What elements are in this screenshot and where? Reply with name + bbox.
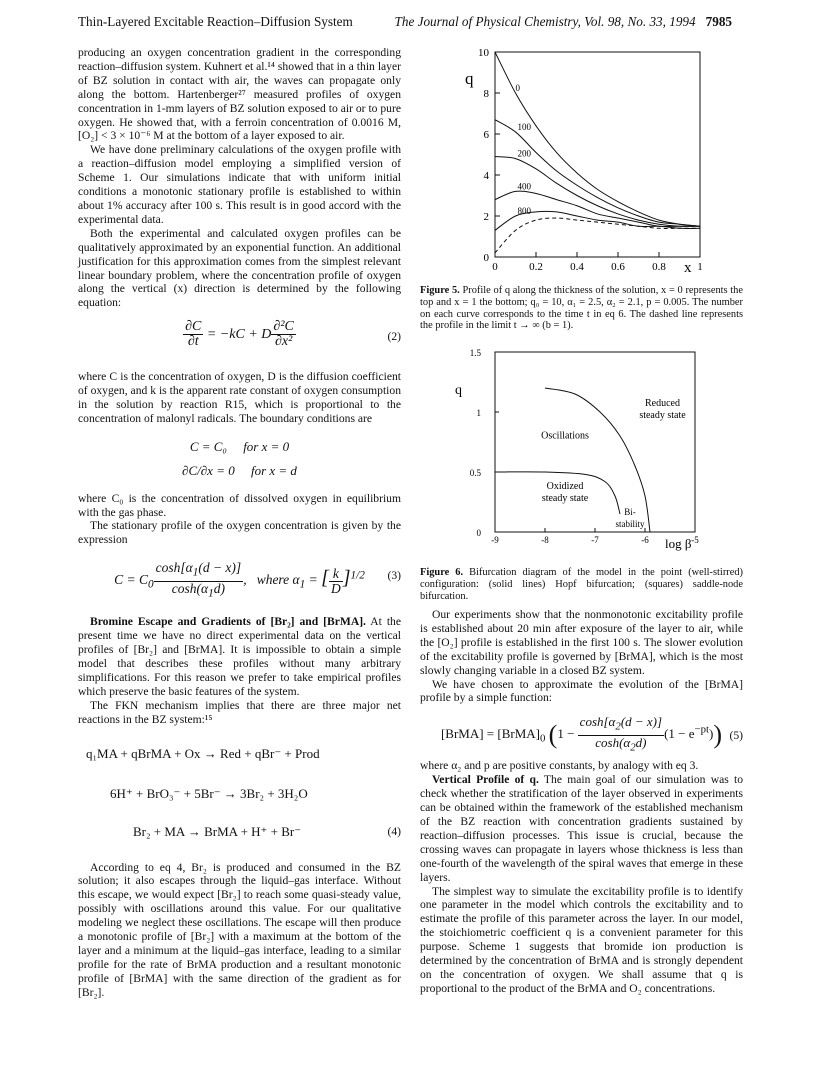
region-label-bistability: Bi- bbox=[624, 507, 636, 518]
reaction-scheme bbox=[78, 737, 401, 855]
region-label-oscillations: Oscillations bbox=[541, 430, 589, 442]
paragraph: According to eq 4, Br₂ is produced and consumed in the BZ solution; it also escapes through the liquid–gas interface. Without this escape, we would expect [Br₂] to reach some quasi-steady value, possibly with oscillations around this value. For our qualitative modeling we neglect these oscillations. The escape will then produce a monotonic profile of [Br₂] with a maximum at the bottom of the layer and a minimum at the liquid–gas interface, leading to a similar profile for the rate of BrMA production and a resultant monotonic profile of [BrMA] with the same direction of the gradient as for [Br₂]. bbox=[78, 860, 401, 999]
paragraph: The stationary profile of the oxygen concentration is given by the expression bbox=[78, 519, 401, 547]
figure-6-caption: Figure 6. Bifurcation diagram of the model in the point (well-stirred) configuration: (solid lines) Hopf bifurcation; (squares) saddle-node bifurcation. bbox=[420, 567, 744, 602]
x-tick-label: -8 bbox=[541, 535, 549, 545]
x-tick-label: 0.2 bbox=[529, 261, 543, 273]
equation-5: [BrMA] = $[BrMA]_0$ (1 − $\frac{\cosh[\alpha_2(d - x)]}{\cosh(\alpha_2d)}$ $(1 - e^{-pt})$) (5) bbox=[440, 714, 743, 754]
section-heading: Bromine Escape and Gradients of [Br₂] and [BrMA]. bbox=[90, 615, 366, 629]
paragraph: We have chosen to approximate the evolution of the [BrMA] profile by a simple function: bbox=[420, 677, 743, 705]
section-heading: Vertical Profile of q. bbox=[432, 773, 539, 787]
x-tick-label: 0.6 bbox=[611, 261, 625, 273]
region-label-oxidized: Oxidized bbox=[546, 480, 584, 492]
figure-5-caption: Figure 5. Profile of q along the thickness of the solution, x = 0 represents the top and x = 1 the bottom; q₀ = 10, α₁ = 2.5, α₂ = 2.1, p = 0.005. The number on each curve corresponds to the time t in eq 6. The dashed line represents the profile in the limit t → ∞ (b = 1). bbox=[420, 285, 743, 332]
equation-number: (2) bbox=[387, 330, 401, 344]
curve-label: 100 bbox=[517, 121, 531, 132]
reaction-1: q₁MA + qBrMA + Ox → Red + qBr⁻ + Prod bbox=[86, 745, 320, 761]
y-tick-label: 0 bbox=[476, 528, 481, 538]
x-tick-label: 0.8 bbox=[652, 261, 666, 273]
running-header-journal: The Journal of Physical Chemistry, Vol. 98, No. 33, 1994 7985 bbox=[394, 14, 732, 29]
x-axis-label: log β bbox=[665, 536, 692, 551]
figure-5-chart bbox=[440, 34, 740, 284]
region-label-oxidized: steady state bbox=[541, 492, 589, 504]
y-tick-label: 1.5 bbox=[469, 348, 481, 358]
y-tick-label: 4 bbox=[483, 170, 489, 182]
figure-6-chart bbox=[440, 342, 740, 562]
paragraph: where α₂ and p are positive constants, by analogy with eq 3. bbox=[420, 759, 699, 773]
y-tick-label: 10 bbox=[478, 47, 489, 59]
paragraph: The FKN mechanism implies that there are three major net reactions in the BZ system:¹⁵ bbox=[78, 698, 401, 726]
x-tick-label: 0.4 bbox=[570, 261, 584, 273]
region-label-reduced: steady state bbox=[639, 410, 686, 421]
running-header-title: Thin-Layered Excitable Reaction–Diffusion System bbox=[78, 14, 353, 29]
right-column bbox=[420, 608, 743, 996]
x-tick-label: -5 bbox=[691, 535, 699, 545]
equation-3: $C = C_0$ $\frac{\cosh[\alpha_1(d - x)]}{\cosh(\alpha_1d)}$ , where $\alpha_1$ = [ $\frac{k}{D}$ ]$^{1/2}$ (3) bbox=[114, 560, 401, 600]
left-column bbox=[78, 46, 401, 1000]
y-tick-label: 1 bbox=[476, 408, 481, 418]
region-label-reduced: Reduced bbox=[645, 398, 680, 409]
equation-2: $\frac{\partial C}{\partial t}$ = −kC + D $\frac{\text{∂²C}}{\text{∂x²}}$ (2) bbox=[185, 319, 401, 350]
x-tick-label: 0 bbox=[492, 261, 498, 273]
y-tick-label: 0.5 bbox=[469, 468, 481, 478]
curve-label: 0 bbox=[515, 83, 520, 93]
curve-label: 800 bbox=[517, 206, 531, 216]
paragraph: The simplest way to simulate the excitability profile is to identify one parameter in the model which controls the excitability and to estimate the profile of this parameter across the layer. In our model, the stoichiometric coefficient q is a convenient parameter for this purpose. Scheme 1 suggests that bromide ion production is determined by the concentration of BrMA and is strongly dependent on the concentration of oxygen. We shall assume that q is proportional to the product of the BrMA and O₂ concentrations. bbox=[420, 884, 743, 995]
x-tick-label: -9 bbox=[491, 535, 499, 545]
boundary-condition-2: ∂C/∂x = 0 for x = d bbox=[182, 462, 297, 478]
region-label-bistability: stability bbox=[615, 519, 645, 530]
x-axis-label: x bbox=[684, 260, 692, 276]
x-tick-label: -7 bbox=[591, 535, 599, 545]
paragraph: The main goal of our simulation was to check whether the stratification of the layer observed in experiments can be obtained within the framework of the established mechanism of the BZ reaction with concentration gradients sustained by reaction–diffusion processes. This issue is crucial, because the crossing waves can propagate in layers whose thickness is less than one-fourth of the wavelength of the spiral waves that emerge in these layers. bbox=[420, 773, 743, 884]
y-tick-label: 0 bbox=[483, 252, 489, 264]
series-line bbox=[495, 52, 700, 226]
reaction-2: 6H⁺ + BrO₃⁻ + 5Br⁻ → 3Br₂ + 3H₂O bbox=[110, 785, 308, 801]
paragraph: We have done preliminary calculations of the oxygen profile with a reaction–diffusion model employing a simplified version of Scheme 1. Our simulations indicate that with uniform initial conditions a monotonic stationary profile is established to within about 1% accuracy after 100 s. This result is in good accord with the experimental data. bbox=[78, 143, 401, 226]
paragraph: where C is the concentration of oxygen, D is the diffusion coefficient of oxygen, and k is the apparent rate constant of oxygen consumption in the solution by reaction R15, which is proportional to the concentration of malonyl radicals. The boundary conditions are bbox=[78, 370, 401, 425]
boundary-condition-1: C = C₀ for x = 0 bbox=[189, 438, 290, 454]
y-axis-label: q bbox=[455, 383, 462, 398]
y-tick-label: 2 bbox=[483, 211, 489, 223]
paragraph: At the present time we have no direct experimental data on the vertical profiles of [Br₂] and [BrMA]. It is impossible to obtain a simple model that describes these profiles without many arbitrary simplifications. For this reason we prefer to take empirical profiles which preserve the basic features of the system. bbox=[78, 615, 401, 698]
paragraph: Both the experimental and calculated oxygen profiles can be qualitatively approximated by an exponential function. An additional justification for this approximation comes from the simplest relevant linear boundary problem, where the concentration profile of oxygen along the vertical (x) direction is determined by the following equation: bbox=[78, 226, 401, 310]
x-tick-label: 1 bbox=[697, 261, 703, 273]
x-tick-label: -6 bbox=[641, 535, 649, 545]
paragraph: producing an oxygen concentration gradient in the corresponding reaction–diffusion system. Kuhnert et al.¹⁴ showed that in a thin layer of BZ solution in contact with air, the waves can propagate only along the bottom. Hartenberger²⁷ measured profiles of oxygen concentration in 1-mm layers of BZ solution exposed to air or to pure oxygen. He showed that, with a ferroin concentration of 0.0016 M, [O₂] < 3 × 10⁻⁶ M at the bottom of a layer exposed to air. bbox=[78, 46, 401, 143]
y-tick-label: 8 bbox=[483, 88, 489, 100]
equation-number: (5) bbox=[729, 729, 743, 743]
reaction-3: Br₂ + MA → BrMA + H⁺ + Br⁻ bbox=[133, 823, 302, 839]
page-number: 7985 bbox=[705, 14, 732, 29]
curve-label: 200 bbox=[517, 148, 531, 159]
y-axis-label: q bbox=[465, 69, 474, 88]
equation-number: (3) bbox=[387, 569, 401, 583]
paragraph: Our experiments show that the nonmonotonic excitability profile is established about 20 min after exposure of the layer to air, while the [O₂] profile is established in the first 100 s. The slower evolution of the excitability profile is governed by [BrMA], which is the most slowly changing variable in a closed BZ system. bbox=[420, 608, 743, 677]
equation-number: (4) bbox=[387, 824, 401, 838]
paragraph: where C₀ is the concentration of dissolved oxygen in equilibrium with the gas phase. bbox=[78, 491, 401, 519]
curve-label: 400 bbox=[517, 181, 531, 192]
y-tick-label: 6 bbox=[483, 129, 489, 141]
plot-frame bbox=[495, 352, 695, 532]
